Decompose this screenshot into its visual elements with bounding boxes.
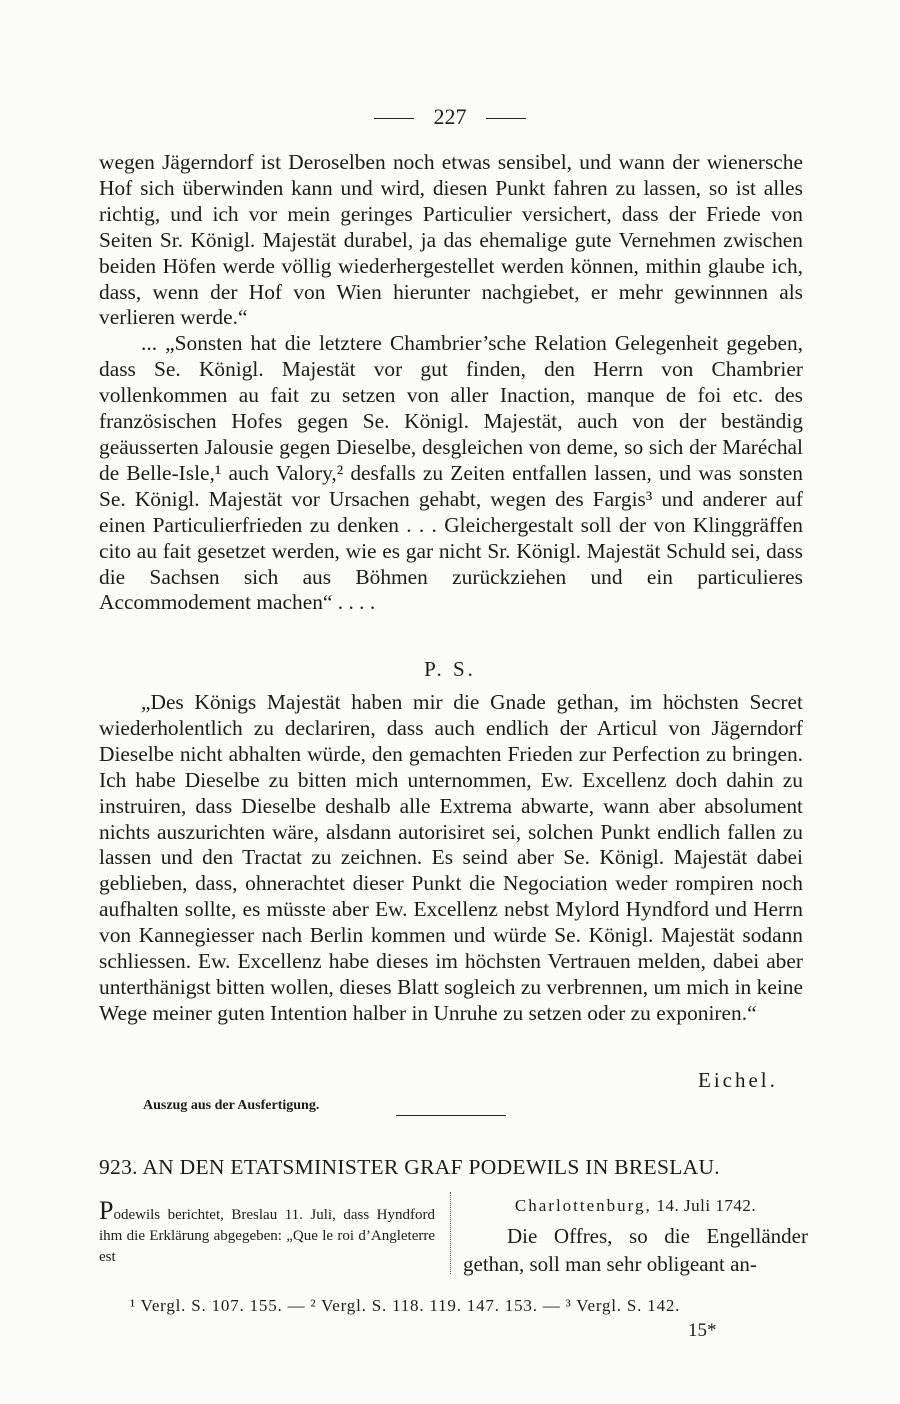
letter-text: Die Offres, so die Engelländer gethan, soll man sehr obligeant an-: [463, 1224, 808, 1276]
summary-text: odewils berichtet, Breslau 11. Juli, dass Hyndford ihm die Erklärung abgegeben: „Que le roi d’Angleterre est: [99, 1207, 435, 1265]
ps-text: [99, 690, 803, 1027]
main-text: [99, 150, 803, 616]
signature: Eichel.: [698, 1068, 778, 1092]
summary-initial: P: [99, 1196, 114, 1225]
page-header: [0, 104, 900, 130]
ps-paragraph: „Des Königs Majestät haben mir die Gnade gethan, im höchsten Secret wiederholentlich zu declariren, dass auch endlich der Articul von Jägerndorf Dieselbe nicht abhalten würde, den gemachten Frieden zur Perfection zu bringen. Ich habe Dieselbe zu bitten mich unternommen, Ew. Excellenz doch dahin zu instruiren, dass Dieselbe deshalb alle Extrema abwarte, wann aber absolument nichts auszurichten wäre, alsdann autorisiret sei, solchen Punkt endlich fallen zu lassen und den Tractat zu zeichnen. Es seind aber Se. Königl. Majestät dabei geblieben, dass, ohnerachtet dieser Punkt die Negociation weder rompiren noch aufhalten sollte, es müsste aber Ew. Excellenz nebst Mylord Hyndford und Herrn von Kannegiesser nach Berlin kommen und würde Se. Königl. Majestät sodann schliessen. Ew. Excellenz habe dieses im höchsten Vertrauen melden, dabei aber unterthänigst bitten wollen, dieses Blatt sogleich zu verbrennen, um mich in keine Wege meiner guten Intention halber in Unruhe zu setzen oder zu exponiren.“: [99, 690, 803, 1025]
section-rule: [396, 1115, 506, 1116]
paragraph-1: wegen Jägerndorf ist Deroselben noch etwas sensibel, und wann der wienersche Hof sich überwinden kann und wird, diesen Punkt fahren zu lassen, so ist alles richtig, und ich vor mein geringes Particulier versichert, dass der Friede von Seiten Sr. Königl. Majestät durabel, ja das ehemalige gute Vernehmen zwischen beiden Höfen werde völlig wiederhergestellet werden können, mithin glaube ich, dass, wenn der Hof von Wien hierunter nachgiebet, er mehr gewinnnen als verlieren werde.“: [99, 150, 803, 330]
ps-heading: P. S.: [424, 657, 476, 681]
letter-date: [463, 1192, 808, 1220]
page-number: 227: [433, 104, 467, 129]
footnotes: ¹ Vergl. S. 107. 155. — ² Vergl. S. 118. 119. 147. 153. — ³ Vergl. S. 142.: [130, 1296, 681, 1315]
letter-body: [463, 1192, 808, 1278]
header-dash-right: [486, 118, 526, 119]
date-value: 14. Juli 1742.: [656, 1196, 757, 1215]
letter-heading: 923. AN DEN ETATSMINISTER GRAF PODEWILS IN BRESLAU.: [99, 1155, 720, 1179]
paragraph-2: ... „Sonsten hat die letztere Chambrier’sche Relation Gelegenheit gegeben, dass Se. Königl. Majestät vor gut finden, den Herrn von Chambrier vollenkommen au fait zu setzen von aller Inaction, manque de foi etc. des französischen Hofes gegen Se. Königl. Majestät, auch von der beständig geäusserten Jalousie gegen Dieselbe, desgleichen von deme, so sich der Maréchal de Belle-Isle,¹ auch Valory,² desfalls zu Zeiten entfallen lassen, und was sonsten Se. Königl. Majestät vor Ursachen gehabt, wegen des Fargis³ und anderer auf einen Particulierfrieden zu denken . . . Gleichergestalt soll der von Klinggräffen cito au fait gesetzet werden, wie es gar nicht Sr. Königl. Majestät Schuld sei, dass die Sachsen sich aus Böhmen zurückziehen und ein particulieres Accommodement machen“ . . . .: [99, 331, 803, 615]
header-dash-left: [374, 118, 414, 119]
source-note: Auszug aus der Ausfertigung.: [143, 1098, 320, 1113]
signature-mark: 15*: [688, 1320, 717, 1341]
letter-summary: [99, 1196, 435, 1268]
column-divider: [450, 1192, 451, 1274]
date-place: Charlottenburg,: [514, 1196, 652, 1215]
